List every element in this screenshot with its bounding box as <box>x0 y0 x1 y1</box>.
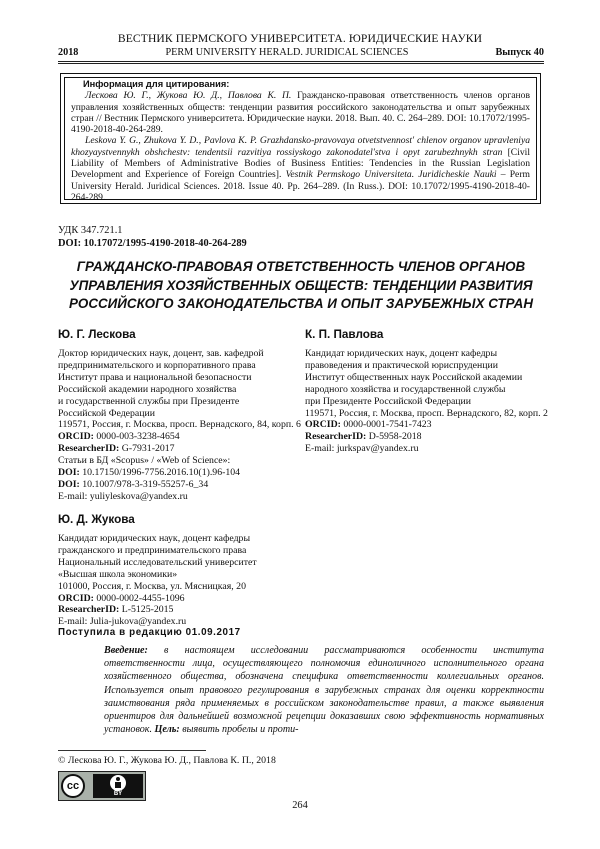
citation-en-journal: Vestnik Permskogo Universiteta. Juridicheskie Nauki <box>285 169 497 181</box>
affiliation-line: Национальный исследовательский университет <box>58 556 257 568</box>
author-affiliation <box>58 348 308 503</box>
author-leskova <box>58 328 308 503</box>
author-name: К. П. Павлова <box>305 328 384 341</box>
header-rule-thin <box>58 63 544 64</box>
affiliation-line: 119571, Россия, г. Москва, просп. Вернадского, 82, корп. 2 <box>305 407 548 419</box>
orcid-label: ORCID: <box>58 592 94 604</box>
affiliation-line: 101000, Россия, г. Москва, ул. Мясницкая, 20 <box>58 580 246 592</box>
author-zhukova <box>58 513 308 628</box>
abstract-intro-label: Введение: <box>104 645 148 656</box>
affiliation-line: при Президенте Российской Федерации <box>305 395 472 407</box>
author-name: Ю. Д. Жукова <box>58 513 135 526</box>
header-issue: Выпуск 40 <box>495 47 544 58</box>
doi-label: DOI: <box>58 467 80 479</box>
email: E-mail: Julia-jukova@yandex.ru <box>58 616 187 628</box>
citation-heading: Информация для цитирования: <box>83 79 230 89</box>
citation-en-bracket: [Civil Liability of Members of Administrative Bodies of Business Entities: Tendencies in the Russian Legislation Development and Experience of Foreign Countries]. <box>71 146 530 181</box>
orcid-value: 0000-003-3238-4654 <box>93 431 180 443</box>
header-rule <box>58 61 544 62</box>
copyright: © Лескова Ю. Г., Жукова Ю. Д., Павлова К. П., 2018 <box>58 755 276 766</box>
citation-box <box>60 73 541 204</box>
udk-block <box>58 224 247 250</box>
abstract-paragraph <box>58 644 544 736</box>
received-date: Поступила в редакцию 01.09.2017 <box>58 627 241 638</box>
email: E-mail: yuliyleskova@yandex.ru <box>58 490 188 502</box>
orcid-label: ORCID: <box>58 431 94 443</box>
db-articles-line: Статьи в БД «Scopus» / «Web of Science»: <box>58 455 231 467</box>
affiliation-line: народного хозяйства и государственной службы <box>305 383 506 395</box>
doi-label: DOI: <box>58 478 80 490</box>
citation-ru-authors: Лескова Ю. Г., Жукова Ю. Д., Павлова К. П. <box>85 90 292 102</box>
researcher-id <box>58 604 308 616</box>
header-year: 2018 <box>58 47 79 58</box>
by-attribution-icon <box>93 774 143 798</box>
article-doi-1 <box>58 467 308 479</box>
person-head-shape <box>116 777 120 781</box>
citation-en-authors-title: Leskova Y. G., Zhukova Y. D., Pavlova K. P. Grazhdansko-pravovaya otvetstvennost' chlenov organov upravleniya khozyaystvennykh obshchestv: tendentsii razvitiya rossiyskogo zakonodatel'stva i opyt zarubezhnykh stran <box>71 135 530 158</box>
affiliation-line: «Высшая школа экономики» <box>58 568 178 580</box>
person-icon <box>110 775 126 791</box>
cc-logo-icon: cc <box>61 774 85 798</box>
udk: УДК 347.721.1 <box>58 225 123 236</box>
author-name: Ю. Г. Лескова <box>58 328 136 341</box>
affiliation-line: 119571, Россия, г. Москва, просп. Вернадского, 84, корп. 6 <box>58 419 301 431</box>
affiliation-line: Российской академии народного хозяйства <box>58 383 237 395</box>
abstract-intro-text: в настоящем исследовании рассматриваются особенности института ответственности лица, осуществляющего полномочия единоличного исполнительного органа хозяйственного общества, обозначена специфика ответственности коллегиальных органов. Используется опыт правового регулирования в зарубежных странах для оценки корректности заимствования ряда применяемых в российском законодательстве правил, а также выявления ориентиров для дальнейшей возможной рецепции доказавших свою эффективность нормативных установок. <box>104 645 544 736</box>
researcher-id <box>305 431 550 443</box>
orcid-value: 0000-0002-4455-1096 <box>93 592 185 604</box>
cc-by-license-badge <box>58 771 146 801</box>
affiliation-line: Доктор юридических наук, доцент, зав. кафедрой <box>58 348 264 359</box>
orcid <box>58 431 308 443</box>
running-header <box>58 47 544 58</box>
doi-value: 10.17150/1996-7756.2016.10(1).96-104 <box>79 467 241 479</box>
email: E-mail: jurkspav@yandex.ru <box>305 443 419 455</box>
journal-title-en: PERM UNIVERSITY HERALD. JURIDICAL SCIENCES <box>165 47 409 58</box>
affiliation-line: и государственной службы при Президенте <box>58 395 240 407</box>
doi-value: 10.1007/978-3-319-55257-6_34 <box>79 478 209 490</box>
abstract-goal-label: Цель: <box>154 724 180 736</box>
person-body-shape <box>115 782 121 788</box>
citation-inner <box>64 77 537 203</box>
author-pavlova <box>305 328 550 455</box>
researcher-id-label: ResearcherID: <box>58 443 120 455</box>
affiliation-line: Институт права и национальной безопасности <box>58 371 252 383</box>
affiliation-line: правоведения и практической юриспруденции <box>305 359 498 371</box>
affiliation-line: Кандидат юридических наук, доцент кафедры <box>58 533 251 544</box>
researcher-id-value: L-5125-2015 <box>119 604 174 616</box>
journal-title-ru: ВЕСТНИК ПЕРМСКОГО УНИВЕРСИТЕТА. ЮРИДИЧЕСКИЕ НАУКИ <box>117 32 483 45</box>
author-affiliation <box>305 348 550 455</box>
orcid-label: ORCID: <box>305 419 341 431</box>
author-affiliation <box>58 533 308 628</box>
by-label: BY <box>113 791 123 797</box>
article-title: ГРАЖДАНСКО-ПРАВОВАЯ ОТВЕТСТВЕННОСТЬ ЧЛЕНОВ ОРГАНОВ УПРАВЛЕНИЯ ХОЗЯЙСТВЕННЫХ ОБЩЕСТВ: ТЕНДЕНЦИИ РАЗВИТИЯ РОССИЙСКОГО ЗАКОНОДАТЕЛЬСТВА И ОПЫТ ЗАРУБЕЖНЫХ СТРАН <box>68 259 533 311</box>
orcid-value: 0000-0001-7541-7423 <box>340 419 432 431</box>
citation-ru-text: Гражданско-правовая ответственность членов органов управления хозяйственных обществ: тенденции развития российского законодательства и опыт зарубежных стран // Вестник Пермского университета. Юридические науки. 2018. Вып. 40. С. 264–289. DOI: 10.17072/1995-4190-2018-40-264-289. <box>71 90 530 136</box>
page-number: 264 <box>292 800 308 811</box>
orcid <box>305 419 550 431</box>
affiliation-line: гражданского и предпринимательского права <box>58 544 247 556</box>
researcher-id <box>58 443 308 455</box>
footnote-rule <box>58 750 206 751</box>
researcher-id-value: G-7931-2017 <box>119 443 175 455</box>
abstract <box>58 644 544 736</box>
citation-en-tail: – Perm University Herald. Juridical Sciences. 2018. Issue 40. Pp. 264–289. (In Russ.). DOI: 10.17072/1995-4190-2018-40-264-289. <box>71 169 530 203</box>
article-doi-2 <box>58 479 308 491</box>
orcid <box>58 593 308 605</box>
affiliation-line: Российской Федерации <box>58 407 155 419</box>
affiliation-line: Кандидат юридических наук, доцент кафедры <box>305 348 498 359</box>
affiliation-line: предпринимательского и корпоративного права <box>58 359 256 371</box>
affiliation-line: Институт общественных наук Российской академии <box>305 371 523 383</box>
researcher-id-value: D-5958-2018 <box>366 431 422 443</box>
citation-en <box>71 135 530 203</box>
abstract-goal-text: выявить пробелы и проти- <box>179 724 299 736</box>
researcher-id-label: ResearcherID: <box>58 604 120 616</box>
doi: DOI: 10.17072/1995-4190-2018-40-264-289 <box>58 238 247 249</box>
researcher-id-label: ResearcherID: <box>305 431 367 443</box>
citation-ru <box>71 90 530 135</box>
